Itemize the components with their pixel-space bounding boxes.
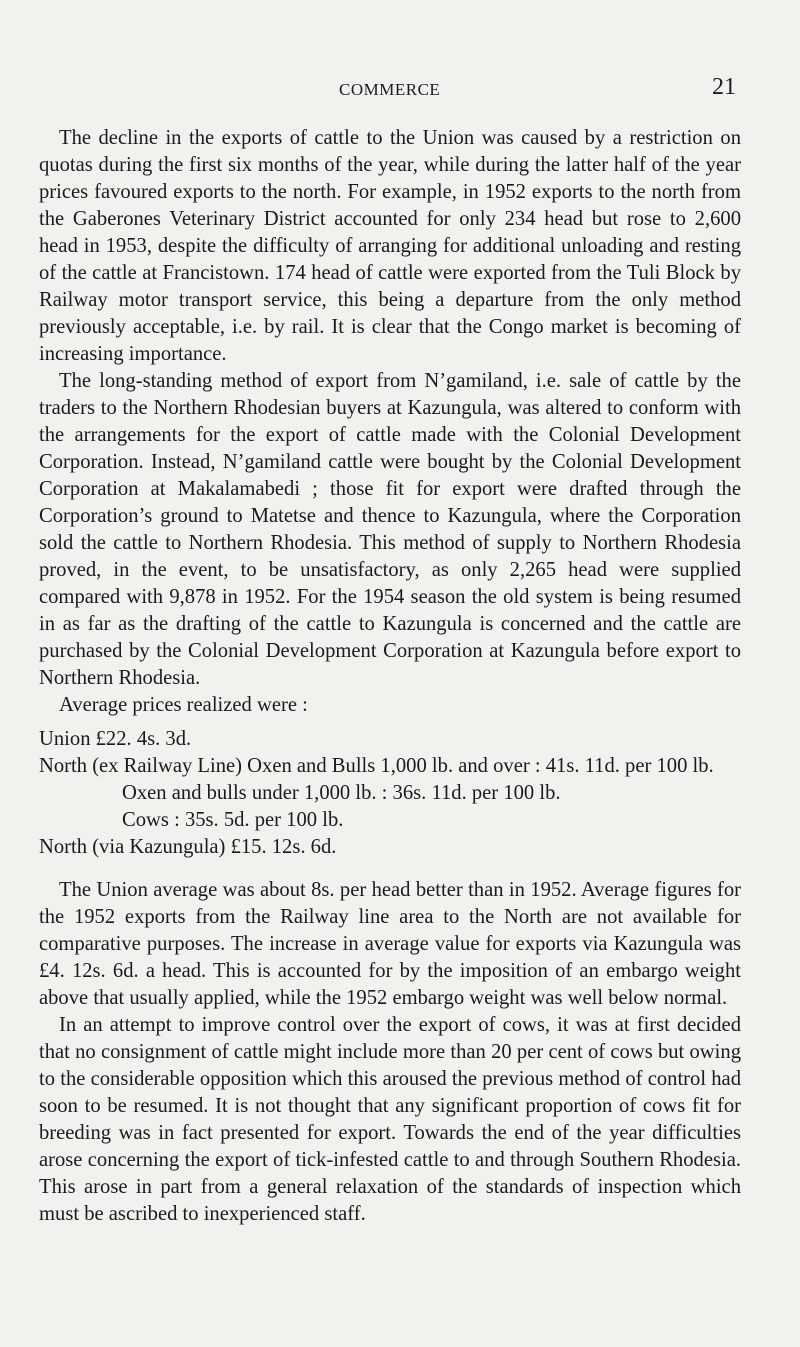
price-union: Union £22. 4s. 3d. (39, 728, 192, 750)
paragraph: The decline in the exports of cattle to the Union was caused by a restriction on quotas during the first six months of the year, while during the latter half of the year prices favoured exports to the north. For example, in 1952 exports to the north from the Gaberones Veterinary District accounted for only 234 head but rose to 2,600 head in 1953, despite the difficulty of arranging for additional unloading and resting of the cattle at Francistown. 174 head of cattle were exported from the Tuli Block by Railway motor transport service, this being a departure from the only method previously acceptable, i.e. by rail. It is clear that the Congo market is becoming of increasing importance. (39, 127, 741, 365)
paragraph: In an attempt to improve control over the export of cows, it was at first decided that no consignment of cattle might include more than 20 per cent of cows but owing to the considerable opposition which this aroused the previous method of control had soon to be resumed. It is not thought that any significant proportion of cows fit for breeding was in fact presented for export. Towards the end of the year difficulties arose concerning the export of tick-infested cattle to and through Southern Rhodesia. This arose in part from a general relaxation of the standards of inspection which must be ascribed to inexperienced staff. (39, 1014, 741, 1225)
page-number: 21 (712, 74, 736, 100)
price-north-kazungula: North (via Kazungula) £15. 12s. 6d. (39, 836, 337, 858)
price-north-rail-1: North (ex Railway Line) Oxen and Bulls 1,000 lb. and over : 41s. 11d. per 100 lb. (39, 755, 714, 777)
running-head: COMMERCE (339, 80, 441, 99)
body-text (39, 125, 741, 1228)
price-north-rail-2: Oxen and bulls under 1,000 lb. : 36s. 11d. per 100 lb. (122, 782, 561, 804)
paragraph: Average prices realized were : (59, 694, 308, 716)
price-north-rail-3: Cows : 35s. 5d. per 100 lb. (122, 809, 344, 831)
paragraph: The long-standing method of export from N’gamiland, i.e. sale of cattle by the traders to the Northern Rhodesian buyers at Kazungula, was altered to conform with the arrangements for the export of cattle made with the Colonial Development Corporation. Instead, N’gamiland cattle were bought by the Colonial Development Corporation at Makalamabedi ; those fit for export were drafted through the Corporation’s ground to Matetse and thence to Kazungula, where the Corporation sold the cattle to Northern Rhodesia. This method of supply to Northern Rhodesia proved, in the event, to be unsatisfactory, as only 2,265 head were supplied compared with 9,878 in 1952. For the 1954 season the old system is being resumed in as far as the drafting of the cattle to Kazungula is concerned and the cattle are purchased by the Colonial Development Corporation at Kazungula before export to Northern Rhodesia. (39, 370, 741, 689)
page-header (0, 72, 800, 108)
paragraph: The Union average was about 8s. per head better than in 1952. Average figures for the 1952 exports from the Railway line area to the North are not available for comparative purposes. The increase in average value for exports via Kazungula was £4. 12s. 6d. a head. This is accounted for by the imposition of an embargo weight above that usually applied, while the 1952 embargo weight was well below normal. (39, 879, 741, 1009)
price-list (39, 726, 741, 861)
